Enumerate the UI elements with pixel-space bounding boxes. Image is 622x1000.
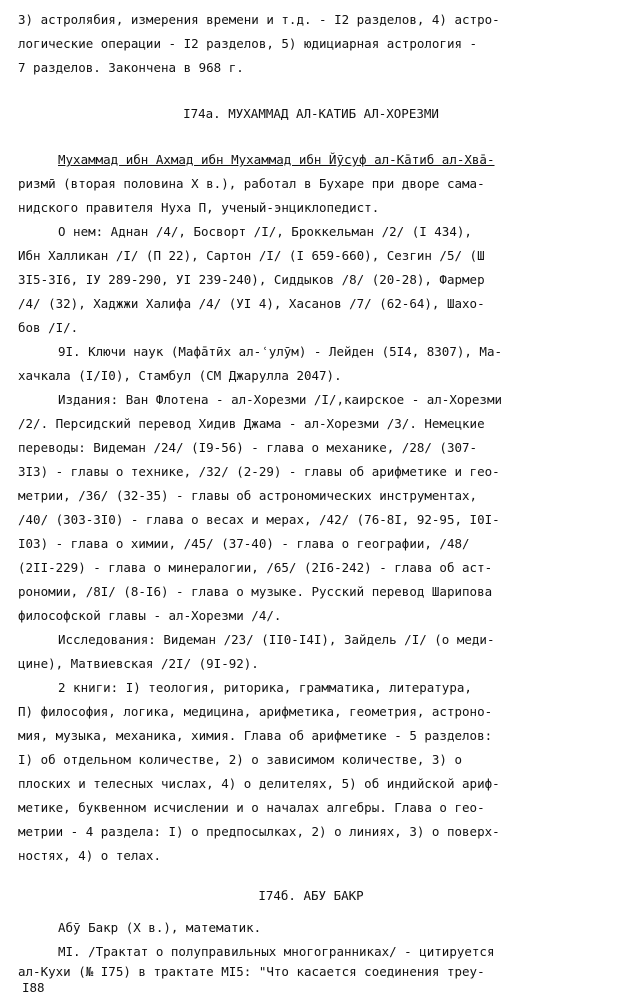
text-line: (2II-229) - глава о минералогии, /65/ (2I6-242) - глава об аст- bbox=[18, 560, 493, 575]
text-line: Издания: Ван Флотена - ал-Хорезми /I/,каирское - ал-Хорезми bbox=[58, 392, 503, 407]
section-heading: I74б. АБУ БАКР bbox=[258, 888, 364, 903]
page-number: I88 bbox=[22, 980, 45, 995]
text-line: переводы: Видеман /24/ (I9-56) - глава о механике, /28/ (307- bbox=[18, 440, 478, 455]
text-line: 3) астролябия, измерения времени и т.д. - I2 разделов, 4) астро- bbox=[18, 12, 500, 27]
text-line: 2 книги: I) теология, риторика, грамматика, литература, bbox=[58, 680, 472, 695]
text-line: О нем: Аднан /4/, Босворт /I/, Броккельман /2/ (I 434), bbox=[58, 224, 472, 239]
text-line: Исследования: Видеман /23/ (II0-I4I), Зайдель /I/ (о меди- bbox=[58, 632, 495, 647]
text-line: Ибн Халликан /I/ (П 22), Сартон /I/ (I 659-660), Сезгин /5/ (Ш bbox=[18, 248, 485, 263]
section-heading: I74а. МУХАММАД АЛ-КАТИБ АЛ-ХОРЕЗМИ bbox=[183, 106, 439, 121]
text-line: рономии, /8I/ (8-I6) - глава о музыке. Русский перевод Шарипова bbox=[18, 584, 493, 599]
text-line: I03) - глава о химии, /45/ (37-40) - глава о географии, /48/ bbox=[18, 536, 470, 551]
text-line: /4/ (32), Хаджжи Халифа /4/ (УI 4), Хасанов /7/ (62-64), Шахо- bbox=[18, 296, 485, 311]
text-line: нидского правителя Нуха П, ученый-энциклопедист. bbox=[18, 200, 380, 215]
text-line: МI. /Трактат о полуправильных многогранниках/ - цитируется bbox=[58, 944, 495, 959]
text-line: 3I5-3I6, IУ 289-290, УI 239-240), Сиддыков /8/ (20-28), Фармер bbox=[18, 272, 485, 287]
text-line: метрии - 4 раздела: I) о предпосылках, 2) о линиях, 3) о поверх- bbox=[18, 824, 500, 839]
text-line: 7 разделов. Закончена в 968 г. bbox=[18, 60, 244, 75]
text-line: ризмӣ (вторая половина X в.), работал в Бухаре при дворе сама- bbox=[18, 176, 485, 191]
text-line: мия, музыка, механика, химия. Глава об арифметике - 5 разделов: bbox=[18, 728, 493, 743]
text-line: хачкала (I/I0), Стамбул (СМ Джарулла 2047). bbox=[18, 368, 342, 383]
author-name: Мухаммад ибн Ахмад ибн Мухаммад ибн Йӯсуф ал-Кāтиб ал-Хвā- bbox=[58, 152, 495, 167]
text-line: ностях, 4) о телах. bbox=[18, 848, 161, 863]
text-line: ал-Кухи (№ I75) в трактате МI5: "Что касается соединения треу- bbox=[18, 964, 485, 979]
text-line: Абӯ Бакр (X в.), математик. bbox=[58, 920, 262, 935]
text-line: /40/ (303-3I0) - глава о весах и мерах, /42/ (76-8I, 92-95, I0I- bbox=[18, 512, 500, 527]
text-line: 3I3) - главы о технике, /32/ (2-29) - главы об арифметике и гео- bbox=[18, 464, 500, 479]
text-line: логические операции - I2 разделов, 5) юдициарная астрология - bbox=[18, 36, 478, 51]
text-line: бов /I/. bbox=[18, 320, 79, 335]
text-line: цине), Матвиевская /2I/ (9I-92). bbox=[18, 656, 259, 671]
text-line bbox=[58, 150, 606, 170]
text-line: плоских и телесных числах, 4) о делителях, 5) об индийской ариф- bbox=[18, 776, 500, 791]
text-line: П) философия, логика, медицина, арифметика, геометрия, астроно- bbox=[18, 704, 493, 719]
text-line: метрии, /36/ (32-35) - главы об астрономических инструментах, bbox=[18, 488, 478, 503]
text-line: I) об отдельном количестве, 2) о зависимом количестве, 3) о bbox=[18, 752, 463, 767]
text-line: 9I. Ключи наук (Мафāтӣх ал-ʿулӯм) - Лейден (5I4, 8307), Ма- bbox=[58, 344, 503, 359]
text-line: метике, буквенном исчислении и о началах алгебры. Глава о гео- bbox=[18, 800, 485, 815]
text-line: философской главы - ал-Хорезми /4/. bbox=[18, 608, 282, 623]
text-line: /2/. Персидский перевод Хидив Джама - ал-Хорезми /3/. Немецкие bbox=[18, 416, 485, 431]
